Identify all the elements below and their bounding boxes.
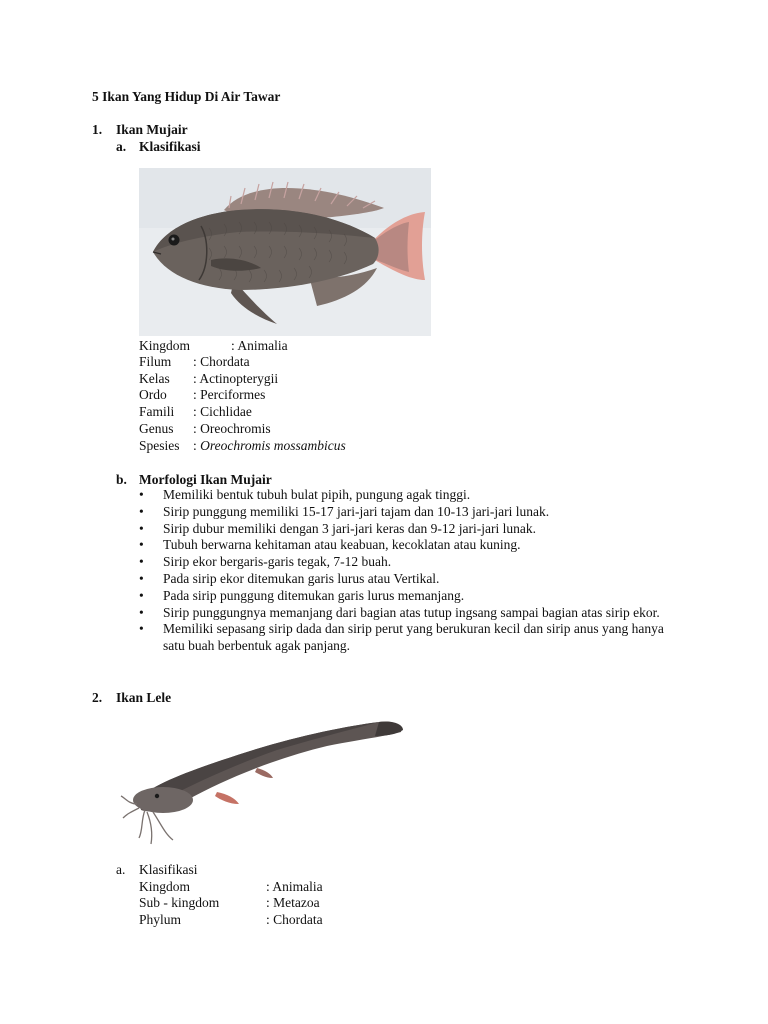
classification-value: : Chordata — [266, 912, 323, 927]
classification-value: : Perciformes — [193, 387, 266, 402]
bullet-icon: • — [139, 554, 144, 570]
value-prefix: : — [193, 438, 201, 453]
list-item: • Memiliki sepasang sirip dada dan sirip perut yang berukuran kecil dan sirip anus yang hanya satu buah berbentuk agak panjang. — [139, 621, 664, 654]
bullet-icon: • — [139, 487, 144, 502]
classification-value: : Metazoa — [266, 895, 320, 910]
morphology-list — [139, 487, 679, 655]
classification-key: Kingdom — [139, 879, 191, 894]
classification-value: : Animalia — [266, 879, 323, 894]
mujair-fish-image — [139, 168, 431, 336]
bullet-icon: • — [139, 503, 144, 519]
classification-value — [193, 437, 346, 454]
lele-fish-image — [117, 712, 407, 852]
section-2a-letter: a. — [116, 862, 126, 877]
classification-value: : Animalia — [231, 338, 288, 353]
bullet-icon: • — [139, 520, 144, 536]
classification-key: Ordo — [139, 387, 167, 402]
section-1b-heading: Morfologi Ikan Mujair — [139, 472, 272, 487]
list-item: • Pada sirip punggung ditemukan garis lurus memanjang. — [139, 587, 465, 603]
bullet-icon: • — [139, 570, 144, 586]
species-name: Oreochromis mossambicus — [200, 438, 346, 453]
section-1a-heading: Klasifikasi — [139, 139, 201, 154]
list-item: • Tubuh berwarna kehitaman atau keabuan, kecoklatan atau kuning. — [139, 537, 521, 553]
list-item: • Sirip ekor bergaris-garis tegak, 7-12 buah. — [139, 554, 392, 570]
bullet-icon: • — [139, 621, 144, 637]
document-title: 5 Ikan Yang Hidup Di Air Tawar — [92, 89, 281, 104]
list-item: • Pada sirip ekor ditemukan garis lurus atau Vertikal. — [139, 570, 440, 586]
section-2-heading: Ikan Lele — [116, 690, 172, 705]
section-2a-heading: Klasifikasi — [139, 862, 198, 877]
classification-key: Genus — [139, 421, 174, 436]
section-1b-letter: b. — [116, 472, 127, 487]
classification-key: Phylum — [139, 912, 182, 927]
list-item: • Memiliki bentuk tubuh bulat pipih, pungung agak tinggi. — [139, 487, 471, 502]
section-1-number: 1. — [92, 122, 103, 137]
classification-key: Filum — [139, 354, 172, 369]
list-item: • Sirip dubur memiliki dengan 3 jari-jari keras dan 9-12 jari-jari lunak. — [139, 520, 537, 536]
section-1-heading: Ikan Mujair — [116, 122, 188, 137]
classification-value: : Oreochromis — [193, 421, 271, 436]
bullet-icon: • — [139, 604, 144, 620]
classification-key: Sub - kingdom — [139, 895, 220, 910]
bullet-icon: • — [139, 537, 144, 553]
list-item: • Sirip punggungnya memanjang dari bagian atas tutup ingsang sampai bagian atas sirip ekor. — [139, 604, 660, 620]
classification-value: : Actinopterygii — [193, 371, 279, 386]
classification-key: Famili — [139, 404, 175, 419]
classification-key: Spesies — [139, 438, 180, 453]
classification-key: Kelas — [139, 371, 170, 386]
section-1a-letter: a. — [116, 139, 127, 154]
classification-value: : Chordata — [193, 354, 250, 369]
classification-value: : Cichlidae — [193, 404, 252, 419]
classification-key: Kingdom — [139, 338, 191, 353]
bullet-icon: • — [139, 587, 144, 603]
list-item: • Sirip punggung memiliki 15-17 jari-jari tajam dan 10-13 jari-jari lunak. — [139, 503, 550, 519]
section-2-number: 2. — [92, 690, 103, 705]
